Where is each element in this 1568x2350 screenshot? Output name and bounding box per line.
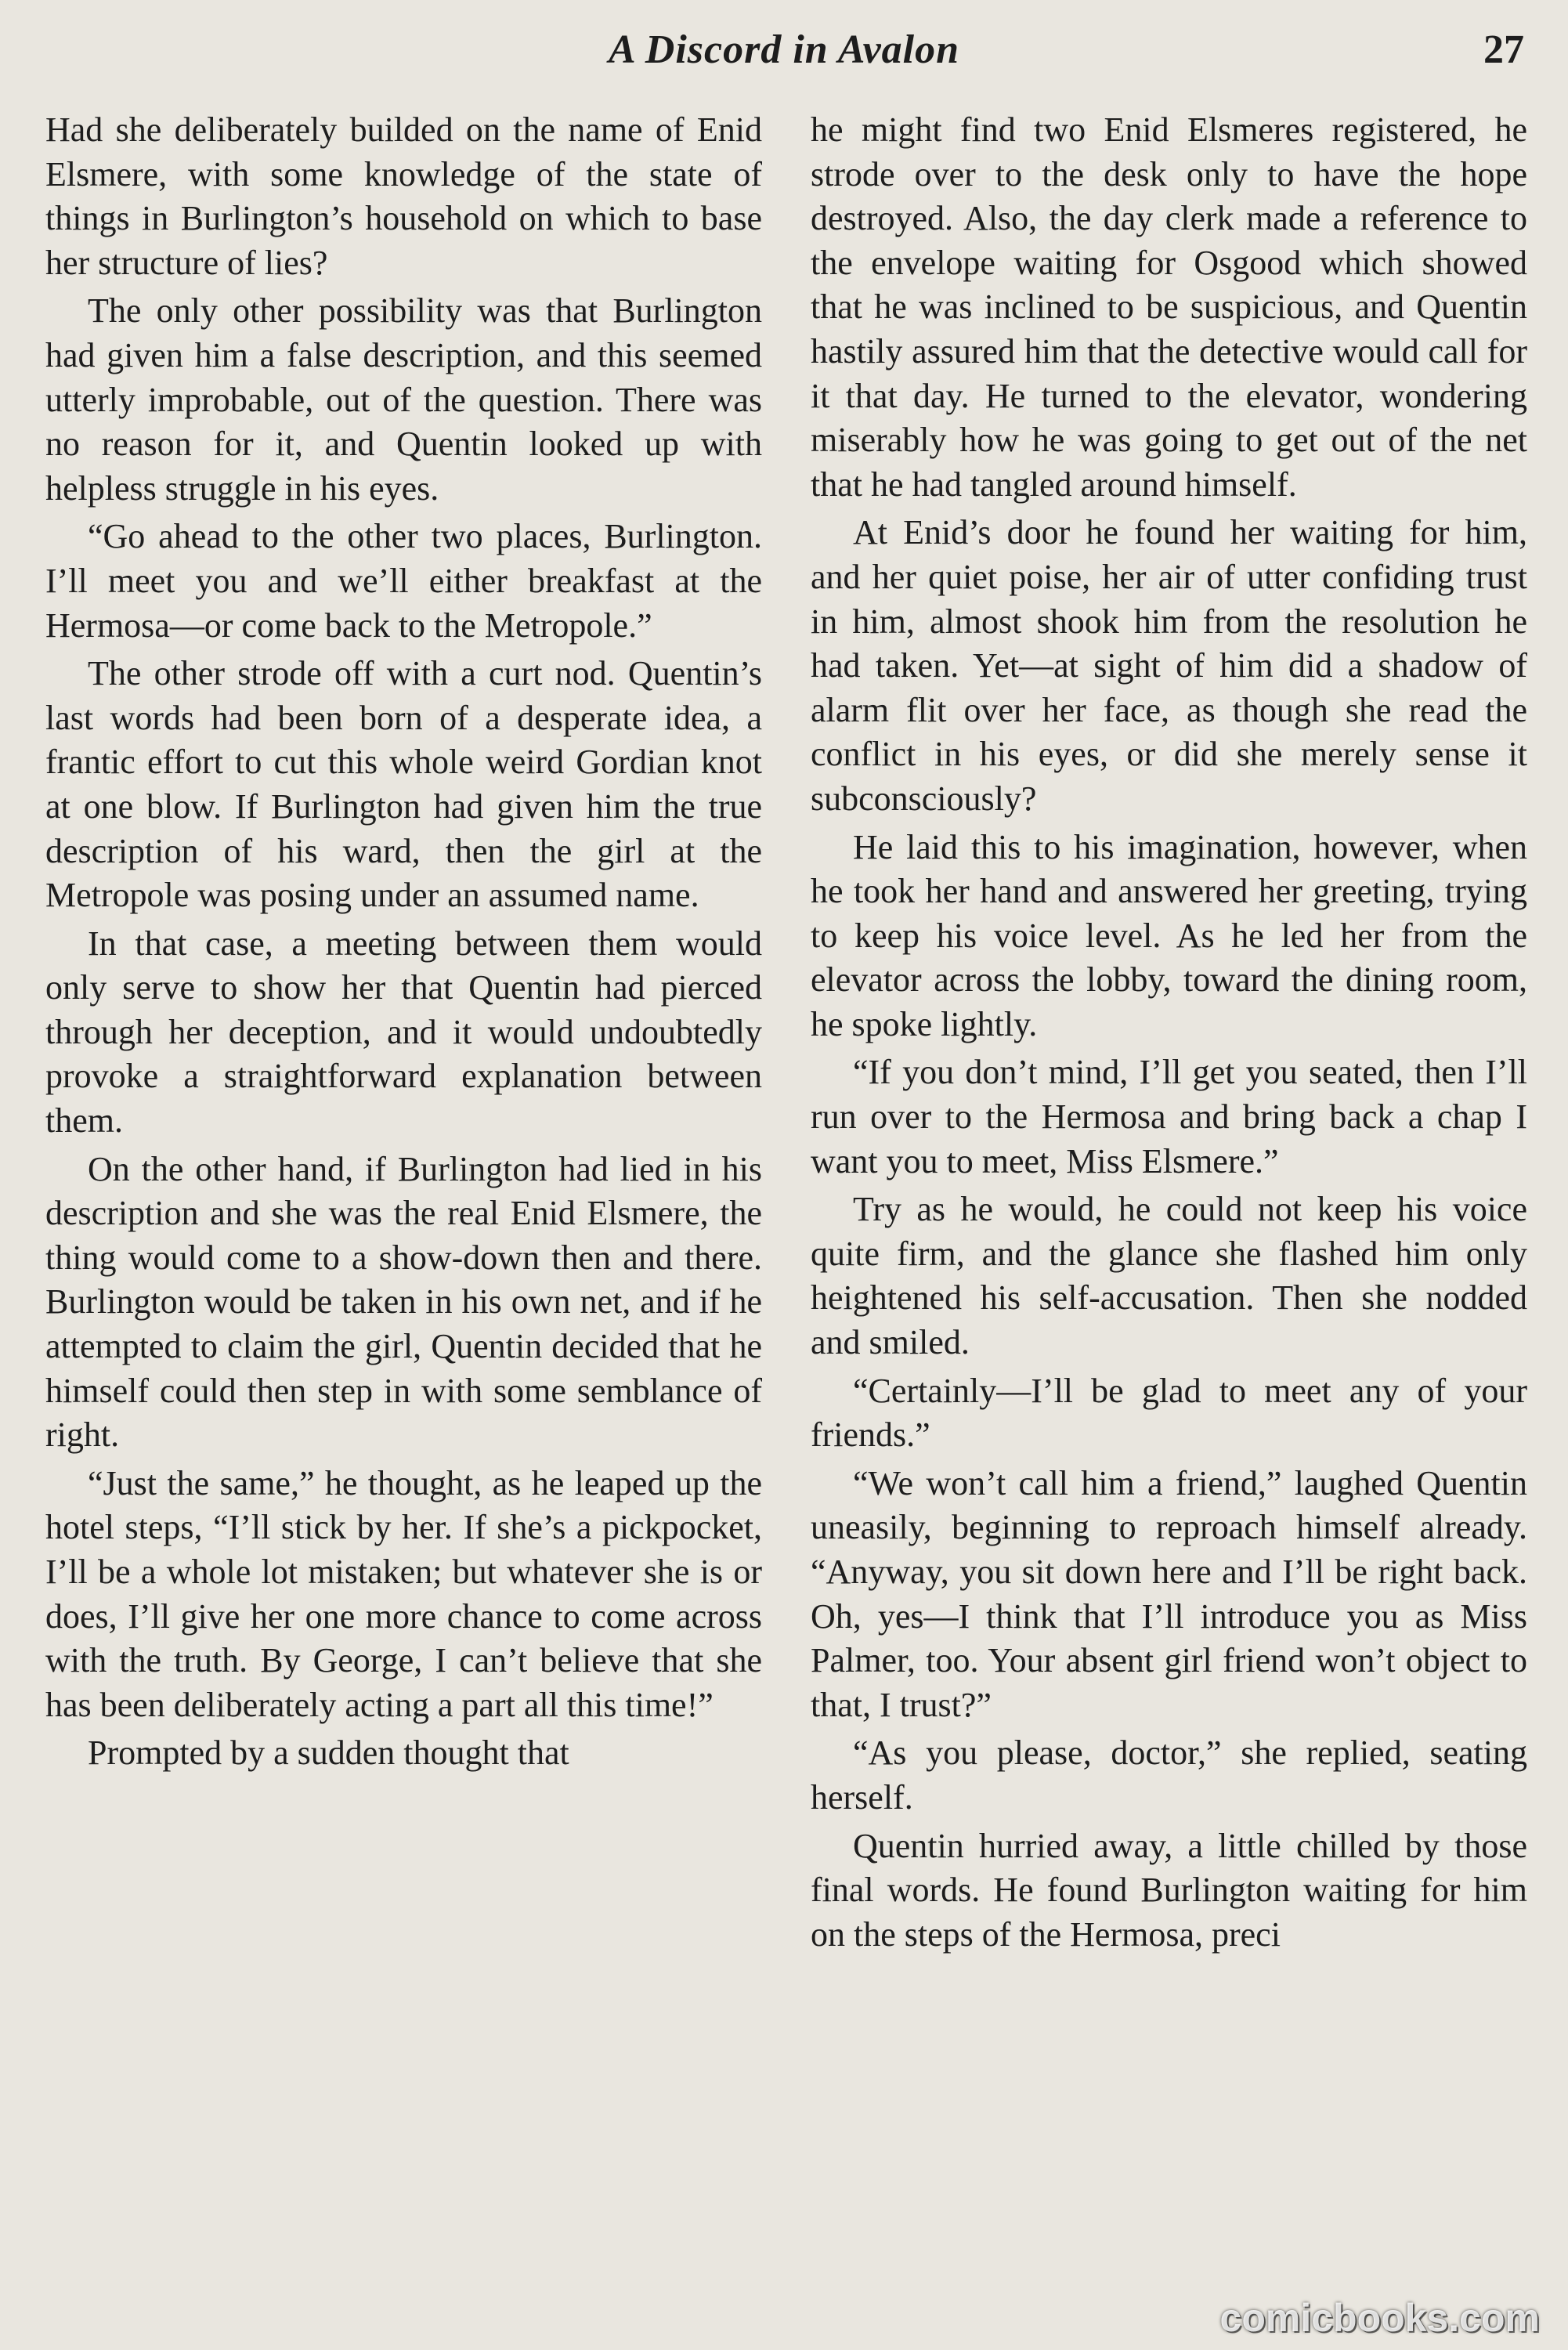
paragraph: he might find two Enid Elsmeres registered, he strode over to the desk only to have the hope destroyed. Also, the day clerk made a reference to the envelope waiting for Osgood which showed that he was inclined to be suspicious, and Quentin hastily assured him that the detective would call for it that day. He turned to the elevator, wondering miserably how he was going to get out of the net that he had tangled around himself. <box>811 110 1527 504</box>
running-title: A Discord in Avalon <box>608 27 960 72</box>
left-column <box>45 108 762 2337</box>
paragraph: In that case, a meeting between them would only serve to show her that Quentin had pierced through her deception, and it would undoubtedly provoke a straightforward explanation between them. <box>45 924 762 1141</box>
paragraph: At Enid’s door he found her waiting for him, and her quiet poise, her air of utter confiding trust in him, almost shook him from the resolution he had taken. Yet—at sight of him did a shadow of alarm flit over her face, as though she read the conflict in his eyes, or did she merely sense it subconsciously? <box>811 513 1527 818</box>
paragraph: “We won’t call him a friend,” laughed Quentin uneasily, beginning to reproach himself already. “Anyway, you sit down here and I’ll be right back. Oh, yes—I think that I’ll introduce you as Miss Palmer, too. Your absent girl friend won’t object to that, I trust?” <box>811 1463 1527 1724</box>
right-column <box>811 108 1527 2337</box>
paragraph: The other strode off with a curt nod. Quentin’s last words had been born of a desperate idea, a frantic effort to cut this whole weird Gordian knot at one blow. If Burlington had given him the true description of his ward, then the girl at the Metropole was posing under an assumed name. <box>45 654 762 915</box>
paragraph: He laid this to his imagination, however, when he took her hand and answered her greeting, trying to keep his voice level. As he led her from the elevator across the lobby, toward the dining room, he spoke lightly. <box>811 827 1527 1043</box>
paragraph: Quentin hurried away, a little chilled by those final words. He found Burlington waiting for him on the steps of the Hermosa, preci <box>811 1826 1527 1954</box>
watermark: comicbooks.com <box>1219 2296 1540 2340</box>
paragraph: “Certainly—I’ll be glad to meet any of your friends.” <box>811 1371 1527 1455</box>
page-number: 27 <box>1483 27 1524 72</box>
paragraph: The only other possibility was that Burlington had given him a false description, and this seemed utterly improbable, out of the question. There was no reason for it, and Quentin looked up with helpless struggle in his eyes. <box>45 291 762 508</box>
paragraph: Had she deliberately builded on the name of Enid Elsmere, with some knowledge of the state of things in Burlington’s household on which to base her structure of lies? <box>45 110 762 282</box>
paragraph: “As you please, doctor,” she replied, seating herself. <box>811 1734 1527 1817</box>
paragraph: On the other hand, if Burlington had lied in his description and she was the real Enid Elsmere, the thing would come to a show-down then and there. Burlington would be taken in his own net, and if he attempted to claim the girl, Quentin decided that he himself could then step in with some semblance of right. <box>45 1149 762 1455</box>
paragraph: “If you don’t mind, I’ll get you seated, then I’ll run over to the Hermosa and bring back a chap I want you to meet, Miss Elsmere.” <box>811 1053 1527 1180</box>
paragraph: Prompted by a sudden thought that <box>88 1734 569 1773</box>
page-header <box>44 24 1524 86</box>
paragraph: Try as he would, he could not keep his voice quite firm, and the glance she flashed him only heightened his self-accusation. Then she nodded and smiled. <box>811 1190 1527 1362</box>
paragraph: “Go ahead to the other two places, Burlington. I’ll meet you and we’ll either breakfast at the Hermosa—or come back to the Metropole.” <box>45 517 762 645</box>
paragraph: “Just the same,” he thought, as he leaped up the hotel steps, “I’ll stick by her. If she’s a pickpocket, I’ll be a whole lot mistaken; but whatever she is or does, I’ll give her one more chance to come across with the truth. By George, I can’t believe that she has been deliberately acting a part all this time!” <box>45 1463 762 1724</box>
